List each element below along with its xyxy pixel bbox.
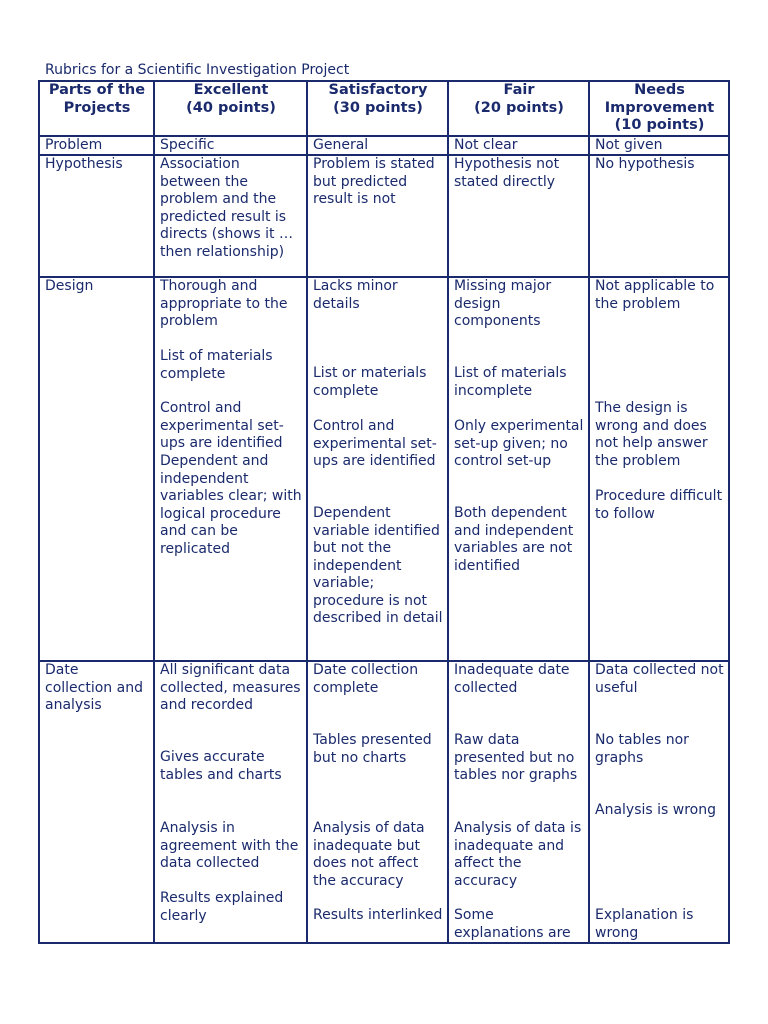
cell-text: Procedure difficult to follow xyxy=(595,488,723,522)
row-part-label: Problem xyxy=(39,136,154,156)
cell-text: Thorough and appropriate to the problem xyxy=(160,278,288,329)
header-row xyxy=(39,81,729,136)
header-line: (30 points) xyxy=(333,99,423,116)
cell-satisfactory xyxy=(307,155,448,277)
header-line: Needs xyxy=(634,82,685,98)
header-fair xyxy=(448,81,589,136)
cell-text: Lacks minor details xyxy=(313,278,398,312)
header-line: (20 points) xyxy=(474,99,564,116)
document-title: Rubrics for a Scientific Investigation Project xyxy=(45,62,350,78)
cell-text: List of materials complete xyxy=(160,348,273,382)
cell-excellent xyxy=(154,277,307,661)
cell-fair xyxy=(448,277,589,661)
cell-needs-improvement xyxy=(589,661,729,943)
cell-text: Both dependent and independent variables are not identified xyxy=(454,505,574,574)
cell-text: No hypothesis xyxy=(595,156,695,172)
cell-excellent xyxy=(154,155,307,277)
table-row-problem xyxy=(39,136,729,156)
header-line: (40 points) xyxy=(186,99,276,116)
row-part-label: Design xyxy=(39,277,154,661)
header-satisfactory xyxy=(307,81,448,136)
cell-text: No tables nor graphs xyxy=(595,732,689,766)
row-part-label: Date collection and analysis xyxy=(39,661,154,943)
cell-fair xyxy=(448,661,589,943)
cell-text: Some explanations are xyxy=(454,907,571,941)
header-line: (10 points) xyxy=(614,117,705,133)
cell-text: Dependent variable identified but not the independent variable; procedure is not described in detail xyxy=(313,505,443,626)
table-row-data-collection xyxy=(39,661,729,943)
cell-text: Results explained clearly xyxy=(160,890,284,924)
header-parts xyxy=(39,81,154,136)
cell-needs-improvement xyxy=(589,277,729,661)
cell-text: Not clear xyxy=(454,136,518,153)
table-row-design xyxy=(39,277,729,661)
cell-text: Explanation is wrong xyxy=(595,907,694,941)
row-part-label: Hypothesis xyxy=(39,155,154,277)
cell-text: Not given xyxy=(595,136,663,153)
cell-satisfactory xyxy=(307,136,448,156)
cell-needs-improvement xyxy=(589,136,729,156)
header-line: Parts of the xyxy=(48,82,146,98)
cell-text: Data collected not useful xyxy=(595,662,724,696)
cell-text: Only experimental set-up given; no control set-up xyxy=(454,418,584,469)
cell-needs-improvement xyxy=(589,155,729,277)
cell-text: Results interlinked xyxy=(313,907,443,923)
cell-text: Tables presented but no charts xyxy=(313,732,432,766)
header-line: Satisfactory xyxy=(328,82,428,98)
cell-text: List of materials incomplete xyxy=(454,365,567,399)
cell-text: Problem is stated but predicted result is not xyxy=(313,156,435,207)
cell-text: Not applicable to the problem xyxy=(595,278,715,312)
cell-satisfactory xyxy=(307,277,448,661)
cell-text: Dependent and independent variables clear; with logical procedure and can be replicated xyxy=(160,453,302,557)
header-needs-improvement xyxy=(589,81,729,136)
rubric-table xyxy=(38,80,730,944)
cell-text: All significant data collected, measures and recorded xyxy=(160,662,301,713)
header-line: Fair xyxy=(503,82,535,98)
header-line: Improvement xyxy=(604,99,715,116)
cell-text: Association between the problem and the predicted result is directs (shows it … then relationship) xyxy=(160,156,293,260)
header-line: Excellent xyxy=(193,82,269,98)
cell-text: Analysis in agreement with the data collected xyxy=(160,820,299,871)
cell-text: Control and experimental set-ups are identified xyxy=(313,418,437,469)
cell-excellent xyxy=(154,136,307,156)
cell-fair xyxy=(448,136,589,156)
cell-satisfactory xyxy=(307,661,448,943)
cell-text: Inadequate date collected xyxy=(454,662,570,696)
cell-text: Control and experimental set-ups are identified xyxy=(160,400,284,451)
cell-text: The design is wrong and does not help answer the problem xyxy=(595,400,708,469)
cell-text: Analysis of data inadequate but does not affect the accuracy xyxy=(313,820,425,889)
cell-text: Specific xyxy=(160,136,215,153)
cell-text: Missing major design components xyxy=(454,278,552,329)
cell-excellent xyxy=(154,661,307,943)
cell-text: Date collection complete xyxy=(313,662,419,696)
header-line: Projects xyxy=(63,99,131,116)
cell-fair xyxy=(448,155,589,277)
cell-text: General xyxy=(313,136,369,153)
table-row-hypothesis xyxy=(39,155,729,277)
cell-text: List or materials complete xyxy=(313,365,427,399)
header-excellent xyxy=(154,81,307,136)
cell-text: Hypothesis not stated directly xyxy=(454,156,560,190)
cell-text: Gives accurate tables and charts xyxy=(160,749,282,783)
cell-text: Analysis is wrong xyxy=(595,802,716,818)
cell-text: Analysis of data is inadequate and affect the accuracy xyxy=(454,820,582,889)
cell-text: Raw data presented but no tables nor graphs xyxy=(454,732,578,783)
